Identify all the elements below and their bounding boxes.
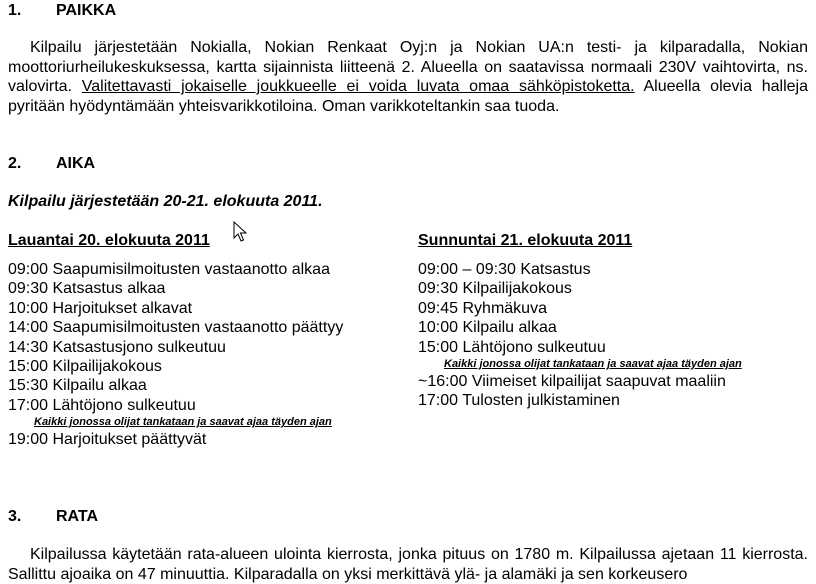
section-title: RATA [56, 508, 99, 525]
schedule-item: 09:30 Kilpailijakokous [418, 280, 572, 298]
schedule-item: 10:00 Kilpailu alkaa [418, 319, 557, 337]
schedule-item: 15:00 Kilpailijakokous [8, 357, 162, 375]
section-title: PAIKKA [56, 2, 117, 19]
schedule-item: 14:00 Saapumisilmoitusten vastaanotto päättyy [8, 319, 344, 337]
section-number: 3. [8, 508, 22, 525]
schedule-item: 17:00 Tulosten julkistaminen [418, 392, 620, 410]
schedule-intro: Kilpailu järjestetään 20-21. elokuuta 2011. [8, 193, 323, 210]
schedule-item: 09:30 Katsastus alkaa [8, 280, 166, 298]
paragraph-text: Kilpailu järjestetään Nokialla, Nokian Renkaat Oyj:n ja Nokian UA:n testi- ja kilparadalla, Nokian moottoriurheilukeskuksessa, kartta sijainnista liitteenä 2. Alueella on saatavissa normaali 230V vaihtovirta, ns. valovirta. [8, 39, 808, 95]
schedule-item: 09:45 Ryhmäkuva [418, 299, 547, 317]
schedule-item: 19:00 Harjoitukset päättyvät [8, 431, 207, 449]
saturday-title: Lauantai 20. elokuuta 2011 [8, 232, 210, 249]
schedule-item: ~16:00 Viimeiset kilpailijat saapuvat maaliin [418, 372, 726, 390]
schedule-item: 14:30 Katsastusjono sulkeutuu [8, 338, 226, 356]
schedule-item: 15:30 Kilpailu alkaa [8, 377, 147, 395]
schedule-item: 17:00 Lähtöjono sulkeutuu [8, 396, 196, 414]
schedule-note: Kaikki jonossa olijat tankataan ja saavat ajaa täyden ajan [34, 416, 332, 429]
section-title: AIKA [56, 155, 96, 172]
schedule-item: 09:00 – 09:30 Katsastus [418, 261, 591, 278]
sunday-schedule [418, 231, 816, 411]
sunday-title: Sunnuntai 21. elokuuta 2011 [418, 232, 633, 249]
schedule-item: 15:00 Lähtöjono sulkeutuu [418, 338, 606, 356]
schedule-item: 09:00 Saapumisilmoitusten vastaanotto alkaa [8, 261, 330, 278]
schedule-note: Kaikki jonossa olijat tankataan ja saavat ajaa täyden ajan [444, 357, 742, 370]
section-1-paragraph [8, 38, 808, 116]
schedule-item: 10:00 Harjoitukset alkavat [8, 299, 193, 317]
paragraph-text: Alueella olevia halleja pyritään hyödyntämään yhteisvarikkotiloina. Oman varikkoteltankin saa tuoda. [8, 78, 808, 115]
section-number: 1. [8, 2, 22, 19]
section-3-paragraph: Kilpailussa käytetään rata-alueen ulointa kierrosta, jonka pituus on 1780 m. Kilpailussa ajetaan 11 kierrosta. Sallittu ajoaika on 47 minuuttia. Kilparadalla on yksi merkittävä ylä- ja alamäki ja sen korkeusero [8, 546, 808, 583]
underlined-notice: Valitettavasti jokaiselle joukkueelle ei voida luvata omaa sähköpistoketta. [81, 78, 635, 95]
section-number: 2. [8, 155, 22, 172]
mouse-pointer-icon [233, 221, 247, 243]
saturday-schedule [8, 231, 408, 450]
